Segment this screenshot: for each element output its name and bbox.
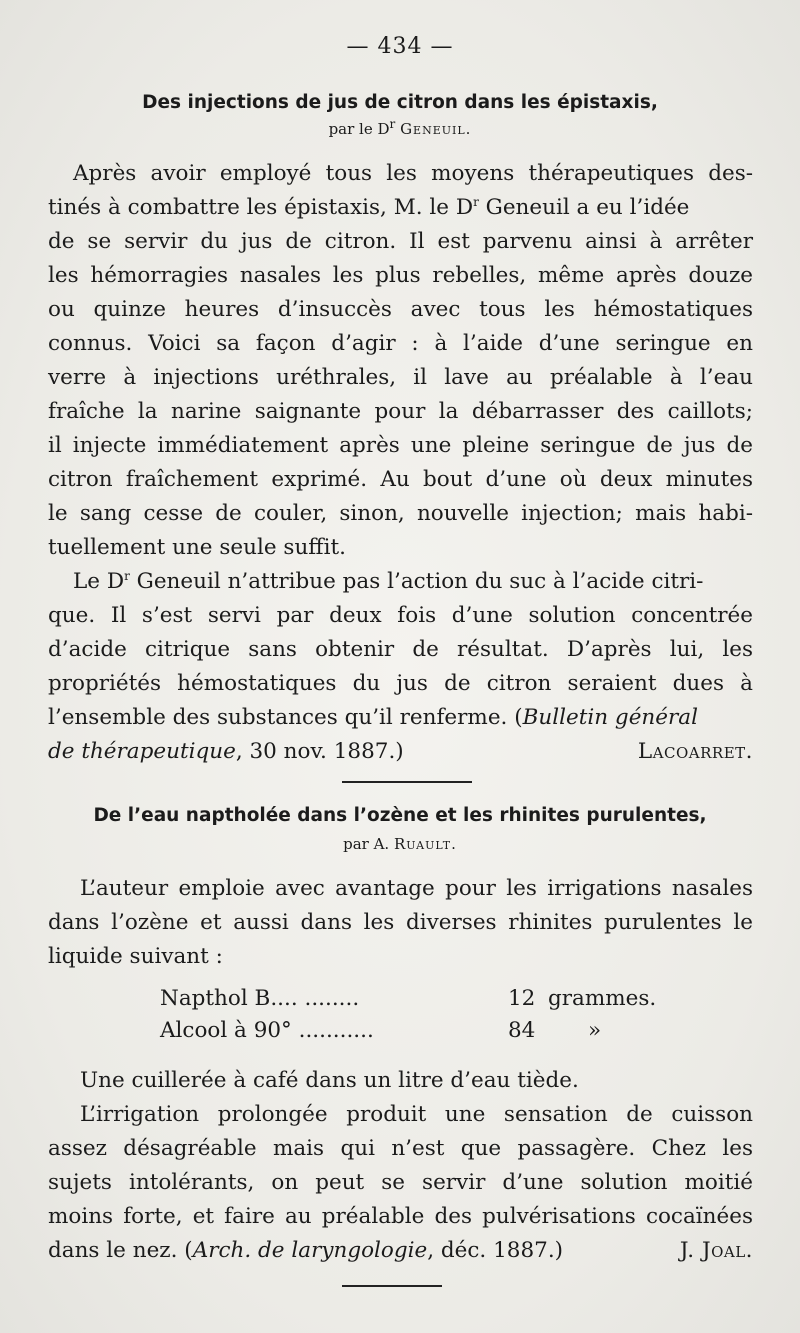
author-signature: J. Joal. (679, 1238, 753, 1263)
journal-title: Arch. de laryngologie (192, 1238, 428, 1263)
text-line: moins forte, et faire au préalable des pulvérisations cocaïnées (48, 1204, 753, 1229)
text-line: Une cuillerée à café dans un litre d’eau tiède. (80, 1068, 579, 1093)
text-line: d’acide citrique sans obtenir de résultat. D’après lui, les (48, 637, 753, 662)
text-line (48, 1234, 753, 1268)
formula-unit: » (588, 1018, 602, 1043)
section-divider (342, 1285, 442, 1287)
text-line (73, 565, 753, 599)
article-title: De l’eau naptholée dans l’ozène et les rhinites purulentes, (93, 805, 707, 826)
text-line: les hémorragies nasales les plus rebelles, même après douze (48, 263, 753, 288)
section-divider (342, 781, 472, 783)
text-line: assez désagréable mais qui n’est que passagère. Chez les (48, 1136, 753, 1161)
text-line: L’irrigation prolongée produit une sensation de cuisson (80, 1102, 753, 1127)
text-line: fraîche la narine saignante pour la débarrasser des caillots; (48, 399, 753, 424)
formula-quantity: 84 (508, 1018, 536, 1043)
article-title: Des injections de jus de citron dans les épistaxis, (142, 92, 658, 113)
text-sup: r (124, 568, 130, 583)
text-sup: r (473, 194, 479, 209)
byline-author: Ruault. (393, 835, 457, 853)
text-span: tinés à combattre les épistaxis, M. le D (48, 195, 474, 220)
text-line (48, 701, 753, 735)
text-span: dans le nez. ( (48, 1238, 193, 1263)
text-line: que. Il s’est servi par deux fois d’une solution concentrée (48, 603, 753, 628)
text-line: ou quinze heures d’insuccès avec tous les hémostatiques (48, 297, 753, 322)
byline-sup: r (389, 117, 396, 131)
text-line (48, 191, 753, 225)
text-line: le sang cesse de couler, sinon, nouvelle injection; mais habi- (48, 501, 753, 526)
journal-title: Bulletin général (522, 705, 698, 730)
page-number: — 434 — (346, 34, 454, 59)
text-line: verre à injections uréthrales, il lave au préalable à l’eau (48, 365, 753, 390)
text-span: l’ensemble des substances qu’il renferme. ( (48, 705, 523, 730)
text-line: sujets intolérants, on peut se servir d’une solution moitié (48, 1170, 753, 1195)
article-byline (40, 835, 760, 853)
byline-author: Geneuil. (400, 120, 472, 138)
text-line: citron fraîchement exprimé. Au bout d’une où deux minutes (48, 467, 753, 492)
byline-prefix: par A. (343, 835, 394, 853)
text-span: Geneuil n’attribue pas l’action du suc à l’acide citri- (129, 569, 704, 594)
article-byline (40, 117, 760, 138)
text-line (48, 735, 753, 769)
text-span: Le D (73, 569, 125, 594)
text-span: , 30 nov. 1887.) (235, 739, 404, 764)
text-line: dans l’ozène et aussi dans les diverses rhinites purulentes le (48, 910, 753, 935)
text-span: , déc. 1887.) (427, 1238, 564, 1263)
formula-quantity: 12 (508, 986, 536, 1011)
text-line: il injecte immédiatement après une pleine seringue de jus de (48, 433, 753, 458)
text-line: L’auteur emploie avec avantage pour les irrigations nasales (80, 876, 753, 901)
formula-unit: grammes. (548, 986, 657, 1011)
formula-ingredient: Alcool à 90° ........... (160, 1018, 374, 1043)
text-line: Après avoir employé tous les moyens thérapeutiques des- (73, 161, 753, 186)
text-line: propriétés hémostatiques du jus de citron seraient dues à (48, 671, 753, 696)
journal-title: de thérapeutique (48, 739, 236, 764)
author-signature: Lacoarret. (637, 739, 753, 764)
text-line: de se servir du jus de citron. Il est parvenu ainsi à arrêter (48, 229, 753, 254)
text-line: tuellement une seule suffit. (48, 535, 346, 560)
formula-ingredient: Napthol B.... ........ (160, 986, 360, 1011)
text-span: Geneuil a eu l’idée (478, 195, 690, 220)
text-line: connus. Voici sa façon d’agir : à l’aide d’une seringue en (48, 331, 753, 356)
text-line: liquide suivant : (48, 944, 223, 969)
byline-prefix: par le D (328, 120, 390, 138)
